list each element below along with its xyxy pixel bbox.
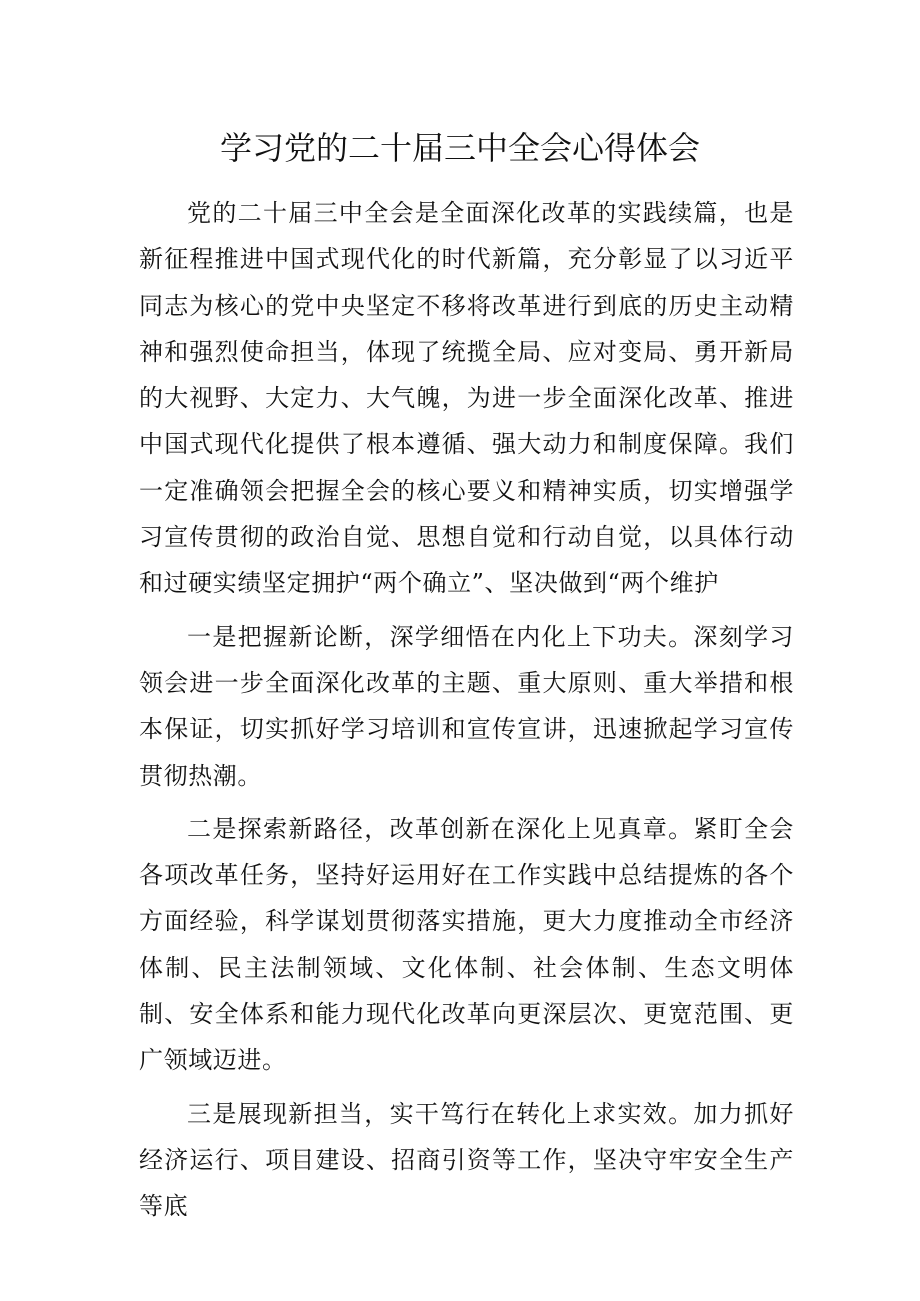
document-title: 学习党的二十届三中全会心得体会 [219, 129, 700, 167]
document-body [139, 190, 794, 1230]
paragraph-point-two: 二是探索新路径，改革创新在深化上见真章。紧盯全会各项改革任务，坚持好运用好在工作实践中总结提炼的各个方面经验，科学谋划贯彻落实措施，更大力度推动全市经济体制、民主法制领域、文化体制、社会体制、生态文明体制、安全体系和能力现代化改革向更深层次、更宽范围、更广领域迈进。 [139, 814, 794, 1075]
paragraph-intro: 党的二十届三中全会是全面深化改革的实践续篇，也是新征程推进中国式现代化的时代新篇，充分彰显了以习近平同志为核心的党中央坚定不移将改革进行到底的历史主动精神和强烈使命担当，体现了统揽全局、应对变局、勇开新局的大视野、大定力、大气魄，为进一步全面深化改革、推进中国式现代化提供了根本遵循、强大动力和制度保障。我们一定准确领会把握全会的核心要义和精神实质，切实增强学习宣传贯彻的政治自觉、思想自觉和行动自觉，以具体行动和过硬实绩坚定拥护“两个确立”、坚决做到“两个维护 [139, 199, 794, 598]
paragraph-point-three: 三是展现新担当，实干笃行在转化上求实效。加力抓好经济运行、项目建设、招商引资等工作，坚决守牢安全生产等底 [139, 1099, 794, 1221]
paragraph-point-one: 一是把握新论断，深学细悟在内化上下功夫。深刻学习领会进一步全面深化改革的主题、重大原则、重大举措和根本保证，切实抓好学习培训和宣传宣讲，迅速掀起学习宣传贯彻热潮。 [139, 622, 794, 790]
